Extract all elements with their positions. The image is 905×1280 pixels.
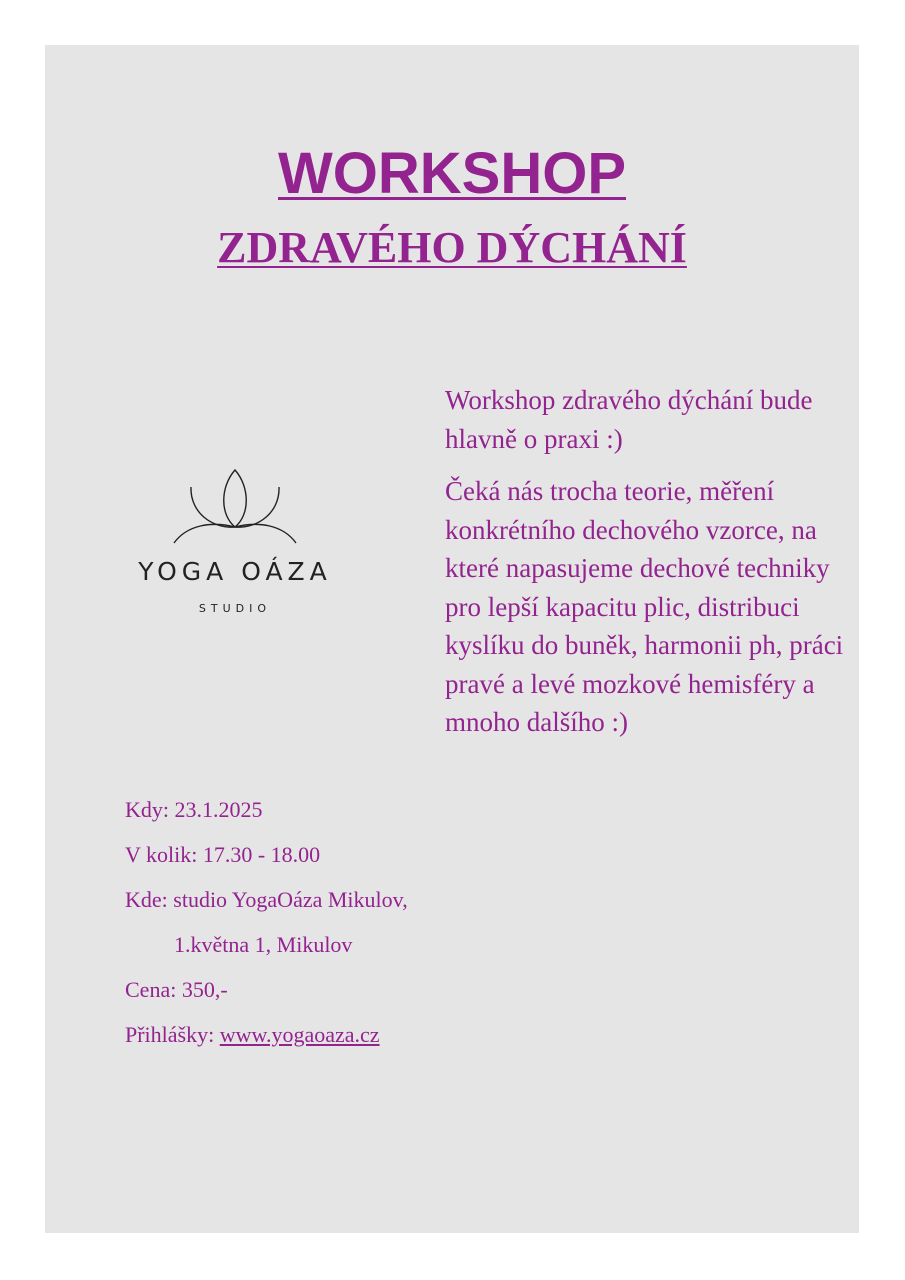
- workshop-title: WORKSHOP: [278, 141, 626, 206]
- poster-page: [45, 45, 859, 1233]
- event-price: Cena: 350,-: [125, 977, 228, 1002]
- logo-name: YOGA OÁZA: [138, 557, 332, 586]
- event-signup: [125, 1012, 525, 1057]
- workshop-description: [445, 381, 845, 742]
- event-date: Kdy: 23.1.2025: [125, 797, 263, 822]
- event-details: [125, 787, 525, 1057]
- description-body: Čeká nás trocha teorie, měření konkrétního dechového vzorce, na které napasujeme dechové techniky pro lepší kapacitu plic, distribuci kyslíku do buněk, harmonii ph, práci pravé a levé mozkové hemisféry a mnoho dalšího :): [445, 476, 844, 737]
- logo-tagline: STUDIO: [198, 602, 272, 615]
- signup-link[interactable]: www.yogaoaza.cz: [219, 1022, 380, 1047]
- event-location: Kde: studio YogaOáza Mikulov,: [125, 887, 408, 912]
- event-address: 1.května 1, Mikulov: [174, 932, 353, 957]
- workshop-subtitle: ZDRAVÉHO DÝCHÁNÍ: [217, 223, 687, 272]
- lotus-icon: [173, 465, 297, 545]
- yoga-oaza-logo: [115, 465, 355, 625]
- event-time: V kolik: 17.30 - 18.00: [125, 842, 321, 867]
- description-intro: Workshop zdravého dýchání bude hlavně o praxi :): [445, 385, 813, 454]
- signup-label: Přihlášky:: [125, 1022, 220, 1047]
